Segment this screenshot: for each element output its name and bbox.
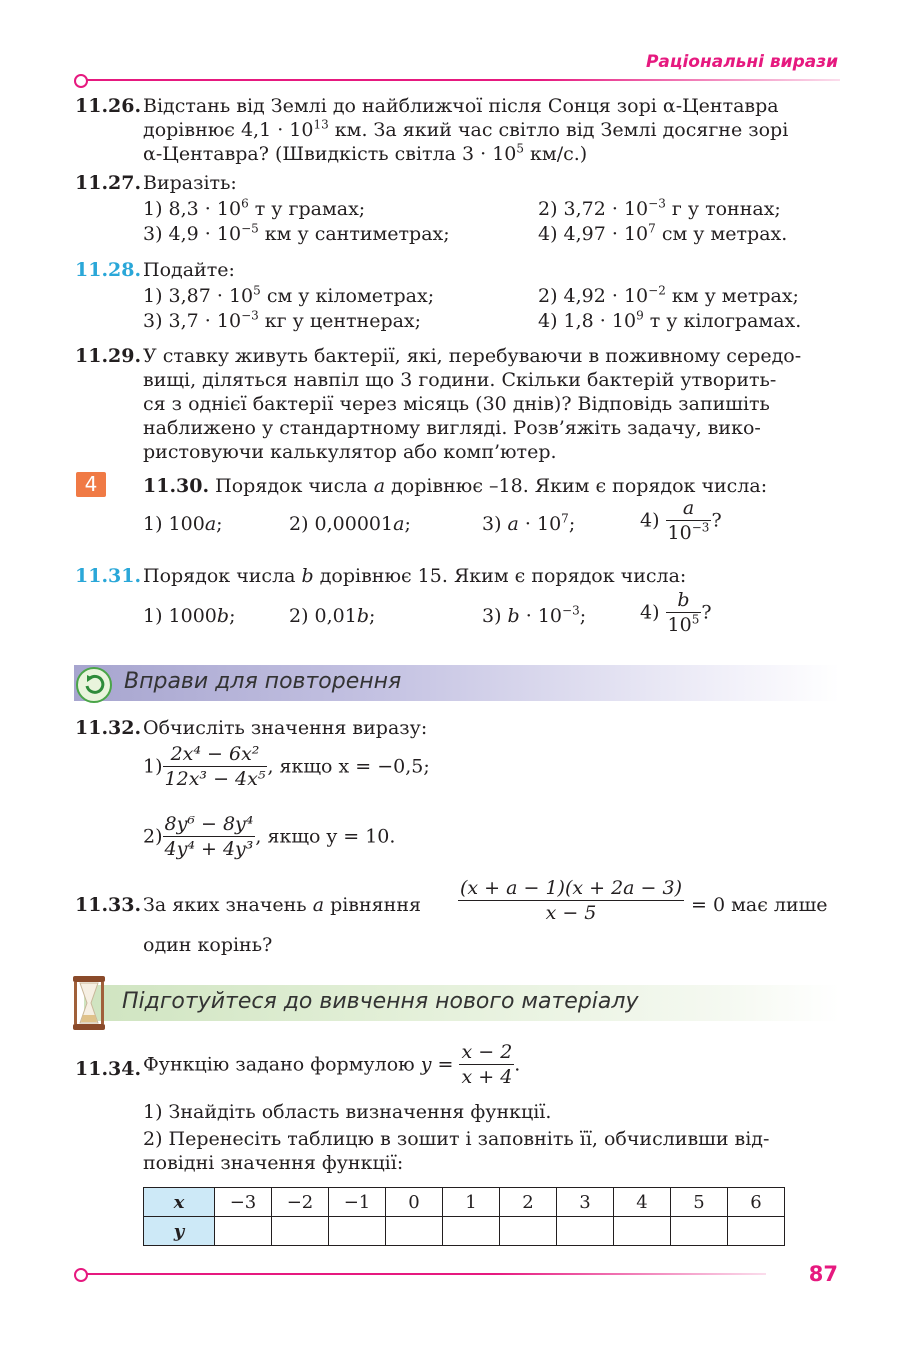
problem-11-31-option2: 2) 0,01b; [289, 605, 376, 627]
table-cell-x: 6 [728, 1188, 785, 1217]
problem-11-33-equation: $\frac{(x + a - 1)(x + 2a - 3)}{x - 5}$ [460, 877, 682, 924]
problem-11-30-option3: 3) $a \cdot 10^7$; [482, 511, 576, 535]
section-title: Раціональні вирази [645, 52, 838, 72]
problem-11-31-option1: 1) 1000b; [143, 605, 236, 627]
table-cell-x: −2 [272, 1188, 329, 1217]
hourglass-icon [72, 975, 106, 1031]
problem-11-26-line2: дорівнює $4,1 \cdot 10^{13}$ км. За який час світло від Землі досягне зорі [143, 117, 789, 141]
table-cell-y [671, 1217, 728, 1246]
problem-11-34-step1: 1) Знайдіть область визначення функції. [143, 1101, 552, 1123]
table-cell-x: 2 [500, 1188, 557, 1217]
problem-11-33: 11.33. [75, 894, 142, 916]
values-table [143, 1187, 785, 1246]
page-number: 87 [808, 1262, 838, 1286]
problem-11-26-line1: Відстань від Землі до найближчої після Сонця зорі α-Центавра [143, 95, 779, 117]
table-header-y: y [144, 1217, 215, 1246]
problem-11-29-line3: ся з однієї бактерії через місяць (30 днів)? Відповідь запишіть [143, 393, 770, 415]
refresh-circle-icon [76, 667, 112, 703]
problem-11-31-option4: 4) $\frac{b}{10^5}$ ? [640, 589, 712, 636]
table-cell-y [557, 1217, 614, 1246]
problem-11-33-text2: = 0 має лише [691, 894, 828, 916]
header-line [86, 79, 840, 81]
table-cell-x: −1 [329, 1188, 386, 1217]
table-cell-x: 0 [386, 1188, 443, 1217]
problem-11-32-expr2: 2) $\frac{\text{8y⁶ − 8y⁴}}{\text{4y⁴ + 4y³}}$ , якщо y = 10. [143, 813, 396, 860]
problem-11-29-line2: вищі, діляться навпіл що 3 години. Скільки бактерій утворить- [143, 369, 777, 391]
problem-number: 11.26. [75, 95, 142, 117]
problem-11-27-title: Виразіть: [143, 172, 237, 194]
problem-11-30-option1: 1) 100a; [143, 513, 223, 535]
footer-circle-decoration [74, 1268, 88, 1282]
table-cell-y [500, 1217, 557, 1246]
problem-11-29-line4: наближено у стандартному вигляді. Розв’яжіть задачу, вико- [143, 417, 761, 439]
problem-11-28-item4: 4) $1,8 \cdot 10^9$ т у кілограмах. [538, 308, 802, 332]
table-cell-y [215, 1217, 272, 1246]
problem-11-27-item1: 1) $8,3 \cdot 10^6$ т у грамах; [143, 196, 366, 220]
footer-line [86, 1273, 766, 1275]
problem-11-27-item4: 4) $4,97 \cdot 10^7$ см у метрах. [538, 221, 788, 245]
problem-11-33-text: За яких значень a рівняння [143, 894, 421, 916]
problem-11-32: 11.32. [75, 717, 142, 739]
table-row-x [144, 1188, 785, 1217]
problem-11-31-option3: 3) $b \cdot 10^{-3}$; [482, 603, 587, 627]
problem-11-30-option4: 4) $\frac{a}{10^{-3}}$ ? [640, 497, 722, 544]
problem-11-28: 11.28. [75, 259, 142, 281]
table-cell-y [728, 1217, 785, 1246]
prepare-banner-title: Підготуйтеся до вивчення нового матеріалу [122, 989, 639, 1014]
problem-11-28-item3: 3) $3,7 \cdot 10^{-3}$ кг у центнерах; [143, 308, 422, 332]
table-cell-y [272, 1217, 329, 1246]
table-cell-x: 5 [671, 1188, 728, 1217]
problem-11-27: 11.27. [75, 172, 142, 194]
table-cell-x: 3 [557, 1188, 614, 1217]
problem-11-31-text: Порядок числа b дорівнює 15. Яким є порядок числа: [143, 565, 687, 587]
problem-11-27-item3: 3) $4,9 \cdot 10^{-5}$ км у сантиметрах; [143, 221, 450, 245]
problem-11-28-item1: 1) $3,87 \cdot 10^5$ см у кілометрах; [143, 283, 435, 307]
table-cell-y [614, 1217, 671, 1246]
table-cell-y [386, 1217, 443, 1246]
table-cell-y [443, 1217, 500, 1246]
problem-11-28-item2: 2) $4,92 \cdot 10^{-2}$ км у метрах; [538, 283, 799, 307]
problem-11-30-option2: 2) 0,00001a; [289, 513, 411, 535]
problem-11-27-item2: 2) $3,72 \cdot 10^{-3}$ г у тоннах; [538, 196, 781, 220]
problem-11-34-text: Функцію задано формулою y = $\frac{x - 2}{x + 4}$ . [143, 1041, 521, 1088]
problem-11-29-line5: ристовуючи калькулятор або комп’ютер. [143, 441, 557, 463]
header-circle-decoration [74, 74, 88, 88]
table-row-y [144, 1217, 785, 1246]
table-cell-x: 1 [443, 1188, 500, 1217]
table-header-x: x [144, 1188, 215, 1217]
problem-11-26-line3: α-Центавра? (Швидкість світла $3 \cdot 10^5$ км/с.) [143, 141, 588, 165]
table-cell-y [329, 1217, 386, 1246]
problem-11-34-step2-cont: повідні значення функції: [143, 1152, 404, 1174]
problem-11-30-text: 11.30. Порядок числа a дорівнює –18. Яким є порядок числа: [143, 475, 768, 497]
problem-11-32-title: Обчисліть значення виразу: [143, 717, 428, 739]
problem-11-29: 11.29. [75, 345, 142, 367]
problem-11-34-step2: 2) Перенесіть таблицю в зошит і заповніть її, обчисливши від- [143, 1128, 770, 1150]
problem-11-34: 11.34. [75, 1058, 142, 1080]
review-banner-title: Вправи для повторення [124, 669, 402, 694]
problem-11-33-line2: один корінь? [143, 934, 273, 956]
problem-11-29-line1: У ставку живуть бактерії, які, перебуваючи в поживному середо- [143, 345, 802, 367]
problem-11-31: 11.31. [75, 565, 142, 587]
problem-11-28-title: Подайте: [143, 259, 235, 281]
problem-11-26 [75, 94, 141, 118]
level-4-badge: 4 [76, 472, 106, 497]
problem-11-32-expr1: 1) $\frac{\text{2x⁴ − 6x²}}{\text{12x³ − 4x⁵}}$ , якщо x = −0,5; [143, 743, 430, 790]
table-cell-x: −3 [215, 1188, 272, 1217]
table-cell-x: 4 [614, 1188, 671, 1217]
